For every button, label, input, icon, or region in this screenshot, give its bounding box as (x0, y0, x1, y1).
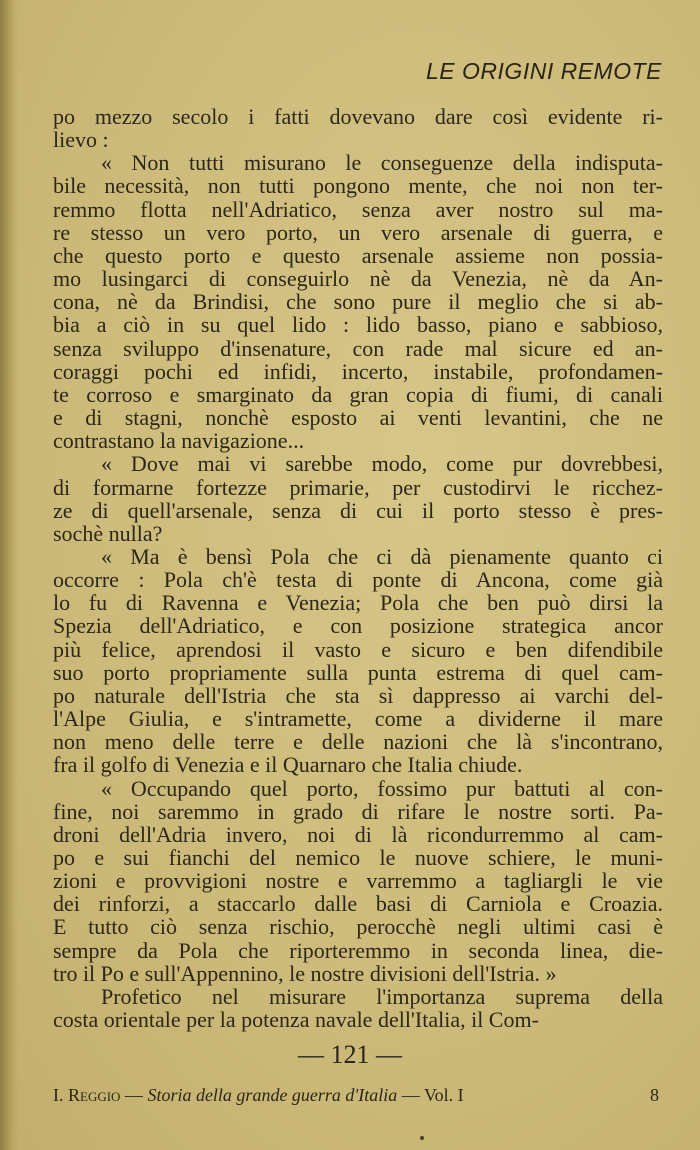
text-line: « Non tutti misurano le conseguenze della indisputa- (101, 150, 663, 176)
text-line: zioni e provvigioni nostre e varremmo a tagliargli le vie (53, 868, 663, 894)
text-line: « Dove mai vi sarebbe modo, come pur dovrebbesi, (101, 451, 663, 477)
footer-volume: — Vol. I (401, 1085, 464, 1105)
paragraph (53, 452, 663, 545)
ink-speck (420, 1136, 424, 1140)
text-line: contrastano la navigazione... (53, 428, 305, 454)
footer-author: I. Reggio — (53, 1085, 143, 1105)
text-line: re stesso un vero porto, un vero arsenale di guerra, e (53, 219, 663, 245)
text-line: Profetico nel misurare l'importanza suprema della (101, 983, 663, 1009)
text-line: non meno delle terre e delle nazioni che là s'incontrano, (53, 729, 663, 755)
text-line: po mezzo secolo i fatti dovevano dare così evidente ri- (53, 104, 663, 129)
text-line: ze di quell'arsenale, senza di cui il porto stesso è pres- (53, 497, 663, 523)
text-line: coraggi pochi ed infidi, incerto, instabile, profondamen- (53, 358, 663, 384)
text-line: bile necessità, non tutti pongono mente, che noi non ter- (53, 173, 663, 199)
text-line: lo fu di Ravenna e Venezia; Pola che ben può dirsi la (53, 590, 663, 616)
paragraph (53, 151, 663, 452)
text-line: e di stagni, nonchè esposto ai venti levantini, che ne (53, 405, 663, 431)
footer-title: Storia della grande guerra d'Italia (147, 1085, 398, 1105)
text-line: dei rinforzi, a staccarlo dalle basi di Carniola e Croazia. (53, 891, 663, 917)
text-line: fine, noi saremmo in grado di rifare le nostre sorti. Pa- (53, 798, 663, 824)
page-number: — 121 — (298, 1040, 402, 1069)
text-line: po e sui fianchi del nemico le nuove schiere, le muni- (53, 845, 663, 870)
text-line: di formarne fortezze primarie, per custodirvi le ricchez- (53, 474, 663, 500)
text-line: cona, nè da Brindisi, che sono pure il meglio che si ab- (53, 289, 663, 315)
running-head: LE ORIGINI REMOTE (426, 58, 662, 84)
text-line: suo porto propriamente sulla punta estrema di quel cam- (53, 659, 663, 685)
footer-citation (53, 1085, 464, 1106)
text-line: sempre da Pola che riporteremmo in seconda linea, die- (53, 937, 663, 963)
text-line: « Occupando quel porto, fossimo pur battuti al con- (101, 775, 663, 801)
text-line: droni dell'Adria invero, noi di là ricondurremmo al cam- (53, 821, 663, 847)
text-line: te corroso e smarginato da gran copia di fiumi, di canali (53, 381, 663, 407)
text-line: più felice, aprendosi il vasto e sicuro e ben difendibile (53, 636, 663, 662)
paragraph (53, 105, 663, 151)
text-line: senza sviluppo d'insenature, con rade mal sicure ed an- (53, 335, 663, 361)
text-line: bia a ciò in su quel lido : lido basso, piano e sabbioso, (53, 312, 663, 338)
paragraph (53, 545, 663, 777)
text-line: remmo flotta nell'Adriatico, senza aver nostro sul ma- (53, 196, 663, 222)
text-line: tro il Po e sull'Appennino, le nostre divisioni dell'Istria. » (53, 960, 557, 986)
text-line: mo lusingarci di conseguirlo nè da Venezia, nè da An- (53, 266, 663, 292)
page-spine-shadow (0, 0, 18, 1150)
text-line: che questo porto e questo arsenale assieme non possia- (53, 242, 663, 268)
text-line: po naturale dell'Istria che sta sì dappresso ai varchi del- (53, 682, 663, 708)
text-line: Spezia dell'Adriatico, e con posizione strategica ancor (53, 613, 663, 639)
text-line: l'Alpe Giulia, e s'intramette, come a dividerne il mare (53, 706, 663, 732)
text-line: « Ma è bensì Pola che ci dà pienamente quanto ci (101, 543, 663, 569)
text-line: sochè nulla? (53, 520, 163, 546)
text-line: occorre : Pola ch'è testa di ponte di Ancona, come già (53, 567, 663, 593)
footer-signature: 8 (650, 1085, 659, 1105)
footer-line (53, 1085, 659, 1106)
paragraph (53, 985, 663, 1031)
text-line: fra il golfo di Venezia e il Quarnaro che Italia chiude. (53, 752, 523, 778)
text-line: costa orientale per la potenza navale dell'Italia, il Com- (53, 1007, 539, 1033)
text-line: E tutto ciò senza rischio, perocchè negli ultimi casi è (53, 914, 663, 940)
paragraph (53, 777, 663, 985)
text-line: lievo : (53, 127, 109, 153)
body-text (53, 105, 663, 1031)
